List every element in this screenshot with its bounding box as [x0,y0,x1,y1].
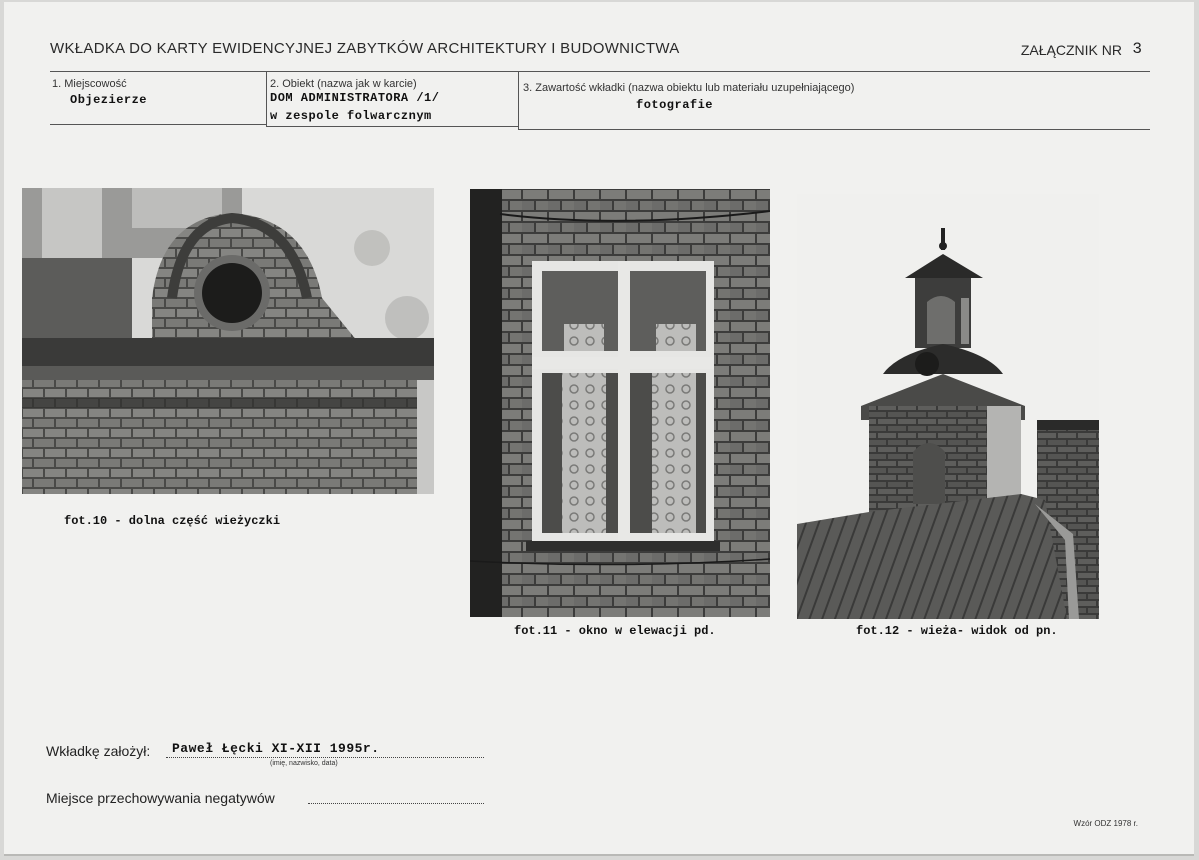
object-value-line1: DOM ADMINISTRATORA /1/ [270,91,440,105]
created-by-value: Paweł Łęcki XI-XII 1995r. [172,741,380,756]
photo-turret-base [22,188,434,494]
caption-photo-1: fot.10 - dolna część wieżyczki [64,514,281,528]
table-bottom-rule-3 [518,129,1150,130]
object-value-line2: w zespole folwarcznym [270,109,432,123]
photo-window [470,189,770,617]
contents-value: fotografie [636,98,714,112]
negatives-storage-line [308,802,484,804]
locality-label: 1. Miejscowość [52,78,127,90]
contents-label: 3. Zawartość wkładki (nazwa obiektu lub materiału uzupełniającego) [523,82,855,94]
created-by-label: Wkładkę założył: [46,743,151,759]
locality-value: Objezierze [70,93,148,107]
annex-number: 3 [1132,40,1142,58]
table-top-rule [50,71,1150,72]
inventory-card [4,2,1194,856]
object-label: 2. Obiekt (nazwa jak w karcie) [270,78,417,90]
created-by-hint: (imię, nazwisko, data) [270,760,338,767]
caption-photo-2: fot.11 - okno w elewacji pd. [514,624,716,638]
table-divider-2 [518,71,519,130]
negatives-storage-label: Miejsce przechowywania negatywów [46,790,275,806]
card-title: WKŁADKA DO KARTY EWIDENCYJNEJ ZABYTKÓW ARCHITEKTURY I BUDOWNICTWA [50,40,680,57]
photo-tower [797,194,1099,619]
table-bottom-rule-2 [266,126,518,127]
form-template-note: Wzór ODZ 1978 r. [1073,819,1138,828]
caption-photo-3: fot.12 - wieża- widok od pn. [856,624,1058,638]
annex-label: ZAŁĄCZNIK NR [1020,42,1122,58]
table-divider-1 [266,71,267,127]
table-bottom-rule-1 [50,124,266,125]
created-by-line [166,756,484,758]
